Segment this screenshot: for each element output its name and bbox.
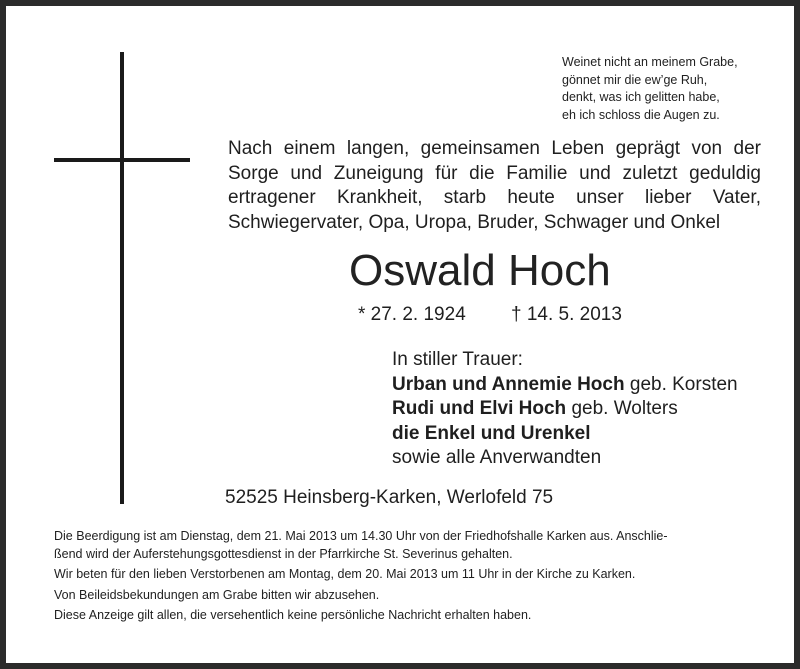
mourner-line — [392, 422, 738, 447]
poem-line: denkt, was ich gelitten habe, — [562, 90, 720, 104]
mourner-name: die Enkel und Urenkel — [392, 422, 591, 444]
prayer-note-text: Wir beten für den lieben Verstorbenen am Montag, dem 20. Mai 2013 um 11 Uhr in der Kirche zu Karken. — [54, 567, 636, 581]
condolences-note — [54, 587, 766, 605]
cross-icon-horizontal-beam — [54, 158, 190, 162]
mourners-heading: In stiller Trauer: — [392, 349, 523, 370]
death-date: † 14. 5. 2013 — [511, 304, 622, 325]
notice-note-text: Diese Anzeige gilt allen, die versehentlich keine persönliche Nachricht erhalten haben. — [54, 608, 532, 622]
mourner-name: Urban und Annemie Hoch — [392, 373, 625, 395]
mourner-maiden-name: geb. Korsten — [624, 373, 738, 395]
notes — [54, 528, 766, 628]
funeral-note-line: ßend wird der Auferstehungsgottesdienst in der Pfarrkirche St. Severinus gehalten. — [54, 546, 513, 561]
mourners-block — [392, 348, 738, 471]
mourners-closing: sowie alle Anverwandten — [392, 447, 602, 468]
prayer-note — [54, 566, 766, 584]
cross-icon-vertical-beam — [120, 52, 124, 504]
mourner-line — [392, 373, 738, 398]
funeral-note — [54, 528, 766, 563]
address: 52525 Heinsberg-Karken, Werlofeld 75 — [225, 487, 554, 508]
poem — [562, 54, 782, 124]
mourner-maiden-name: geb. Wolters — [566, 398, 678, 419]
intro-text: Nach einem langen, gemeinsamen Leben geprägt von der Sorge und Zuneigung für die Familie und zuletzt geduldig ertragener Krankheit, starb heute unser lieber Vater, Schwiegervater, Opa, Uropa, Bruder, Schwager und Onkel — [228, 138, 761, 233]
mourner-name: Rudi und Elvi Hoch — [392, 398, 567, 419]
condolences-note-text: Von Beileidsbekundungen am Grabe bitten wir abzusehen. — [54, 587, 380, 602]
funeral-note-line: Die Beerdigung ist am Dienstag, dem 21. Mai 2013 um 14.30 Uhr von der Friedhofshalle Karken aus. Anschlie- — [54, 529, 668, 543]
deceased-name: Oswald Hoch — [349, 246, 611, 295]
mourner-line — [392, 397, 738, 422]
poem-line: gönnet mir die ew’ge Ruh, — [562, 72, 708, 87]
notice-note — [54, 607, 766, 625]
birth-date: * 27. 2. 1924 — [358, 304, 466, 325]
poem-line: Weinet nicht an meinem Grabe, — [562, 55, 738, 69]
poem-line: eh ich schloss die Augen zu. — [562, 107, 720, 122]
